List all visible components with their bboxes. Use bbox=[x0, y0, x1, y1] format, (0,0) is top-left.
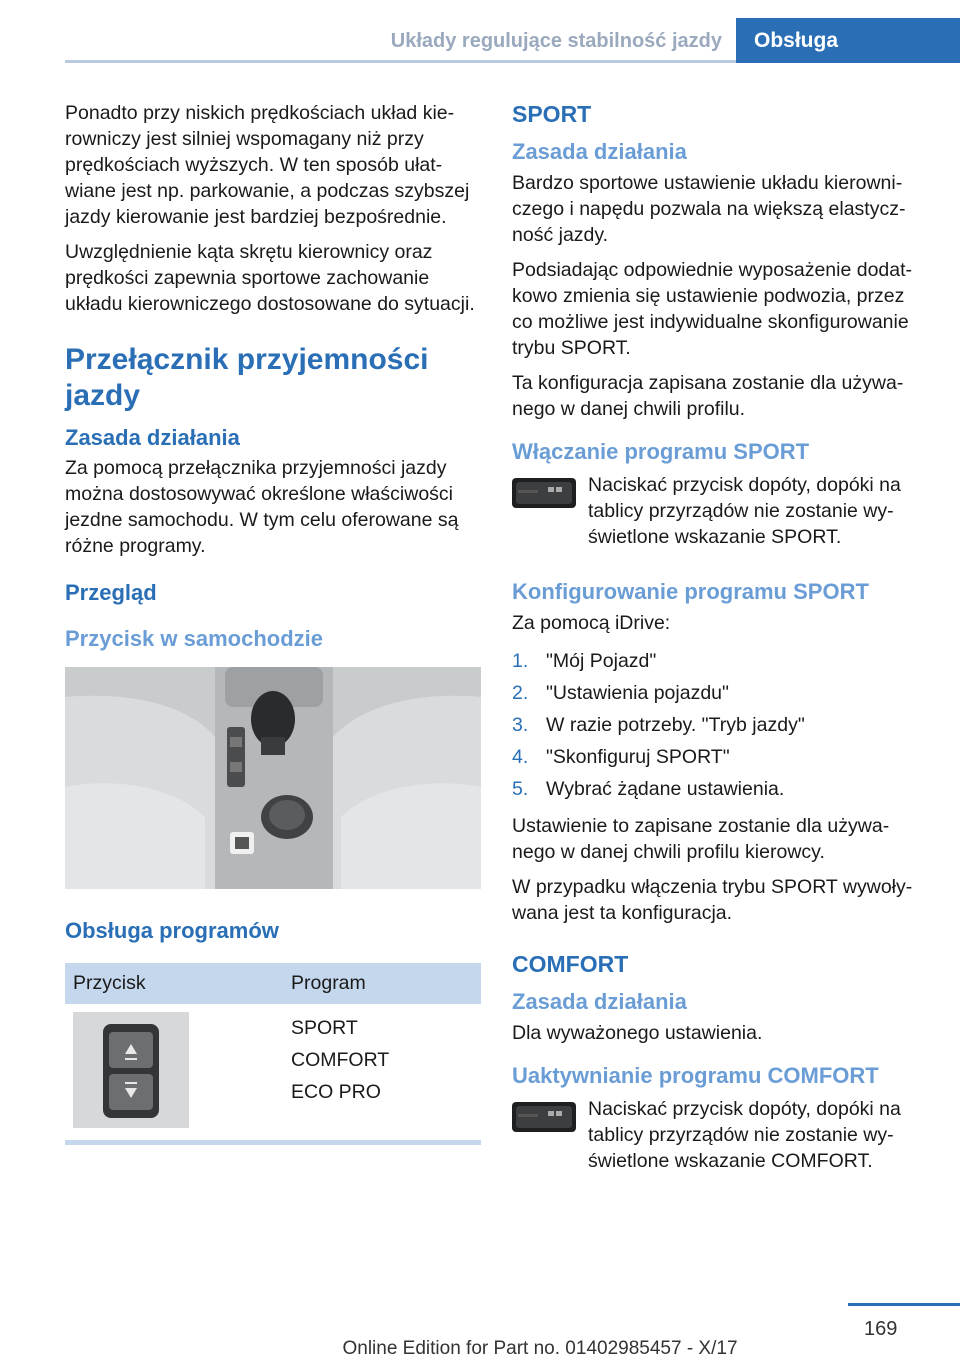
comfort-enable-heading: Uaktywnianie programu COMFORT bbox=[512, 1063, 879, 1088]
footer-rule bbox=[848, 1303, 960, 1306]
table-bottom-rule bbox=[65, 1140, 481, 1145]
comfort-principle-heading: Zasada działania bbox=[512, 989, 687, 1014]
list-item: 5. Wybrać żądane ustawienia. bbox=[512, 778, 785, 800]
comfort-enable-block bbox=[512, 1096, 924, 1174]
section-tab: Obsługa bbox=[736, 18, 960, 63]
table-header-button: Przycisk bbox=[65, 963, 283, 1004]
sport-paragraph: Ta konfiguracja zapisana zostanie dla używanego w danej chwili profilu. bbox=[512, 372, 904, 420]
principle-text: Za pomocą przełącznika przyjemności jazdy można dostosowywać określone właściwości jezdne samochodu. W tym celu oferowane są różne programy. bbox=[65, 457, 459, 557]
intro-paragraph: Ponadto przy niskich prędkościach układ kierowniczy jest silniej wspomagany niż przy prędkościach wyższych. W ten sposób ułatwiane jest np. parkowanie, a podczas szybszej jazdy kierowanie jest bardziej bezpośrednie. bbox=[65, 102, 470, 228]
comfort-text: Dla wyważonego ustawienia. bbox=[512, 1022, 763, 1044]
center-console-image bbox=[65, 667, 481, 889]
drive-mode-switch-image bbox=[73, 1012, 189, 1128]
steps-list bbox=[512, 645, 924, 805]
sport-enable-heading: Włączanie programu SPORT bbox=[512, 439, 810, 464]
sport-config-intro: Za pomocą iDrive: bbox=[512, 612, 671, 634]
drive-mode-button-icon bbox=[512, 478, 576, 508]
sport-heading: SPORT bbox=[512, 101, 592, 127]
sport-paragraph: Podsiadając odpowiednie wyposażenie dodatkowo zmienia się ustawienie podwozia, przez co możliwe jest indywidualne skonfigurowanie trybu SPORT. bbox=[512, 259, 913, 359]
after-steps-paragraph: W przypadku włączenia trybu SPORT wywoływana jest ta konfiguracja. bbox=[512, 876, 913, 924]
table-row bbox=[65, 1004, 481, 1138]
button-heading: Przycisk w samochodzie bbox=[65, 626, 323, 651]
principle-heading: Zasada działania bbox=[65, 425, 240, 450]
programs-heading: Obsługa programów bbox=[65, 918, 279, 943]
program-item: ECO PRO bbox=[291, 1081, 381, 1103]
sport-paragraph: Bardzo sportowe ustawienie układu kierowniczego i napędu pozwala na większą elastyczność jazdy. bbox=[512, 172, 906, 246]
comfort-heading: COMFORT bbox=[512, 951, 629, 977]
list-item: 3. W razie potrzeby. "Tryb jazdy" bbox=[512, 714, 805, 736]
list-item: 2. "Ustawienia pojazdu" bbox=[512, 682, 729, 704]
list-item: 4. "Skonfiguruj SPORT" bbox=[512, 746, 730, 768]
programs-table bbox=[65, 963, 481, 1138]
list-item: 1. "Mój Pojazd" bbox=[512, 650, 657, 672]
sport-config-heading: Konfigurowanie programu SPORT bbox=[512, 579, 869, 604]
right-column bbox=[512, 100, 924, 1174]
comfort-enable-text: Naciskać przycisk dopóty, dopóki na tablicy przyrządów nie zostanie wyświetlone wskazanie COMFORT. bbox=[588, 1098, 901, 1172]
program-item: COMFORT bbox=[291, 1049, 390, 1071]
edition-footer: Online Edition for Part no. 01402985457 - X/17 bbox=[342, 1338, 738, 1359]
after-steps-paragraph: Ustawienie to zapisane zostanie dla używanego w danej chwili profilu kierowcy. bbox=[512, 815, 890, 863]
left-column bbox=[65, 100, 481, 1145]
program-item: SPORT bbox=[291, 1017, 358, 1039]
drive-mode-button-icon bbox=[512, 1102, 576, 1132]
sport-enable-block bbox=[512, 472, 924, 550]
chapter-title: Układy regulujące stabilność jazdy bbox=[390, 30, 722, 52]
sport-enable-text: Naciskać przycisk dopóty, dopóki na tablicy przyrządów nie zostanie wyświetlone wskazanie SPORT. bbox=[588, 474, 901, 548]
page-number: 169 bbox=[864, 1318, 898, 1340]
table-header-program: Program bbox=[283, 963, 481, 1004]
section-title: Przełącznik przyjemności jazdy bbox=[65, 343, 429, 412]
overview-heading: Przegląd bbox=[65, 580, 157, 605]
intro-paragraph: Uwzględnienie kąta skrętu kierownicy oraz prędkości zapewnia sportowe zachowanie układu kierowniczego dostosowane do sytuacji. bbox=[65, 241, 475, 315]
sport-principle-heading: Zasada działania bbox=[512, 139, 687, 164]
